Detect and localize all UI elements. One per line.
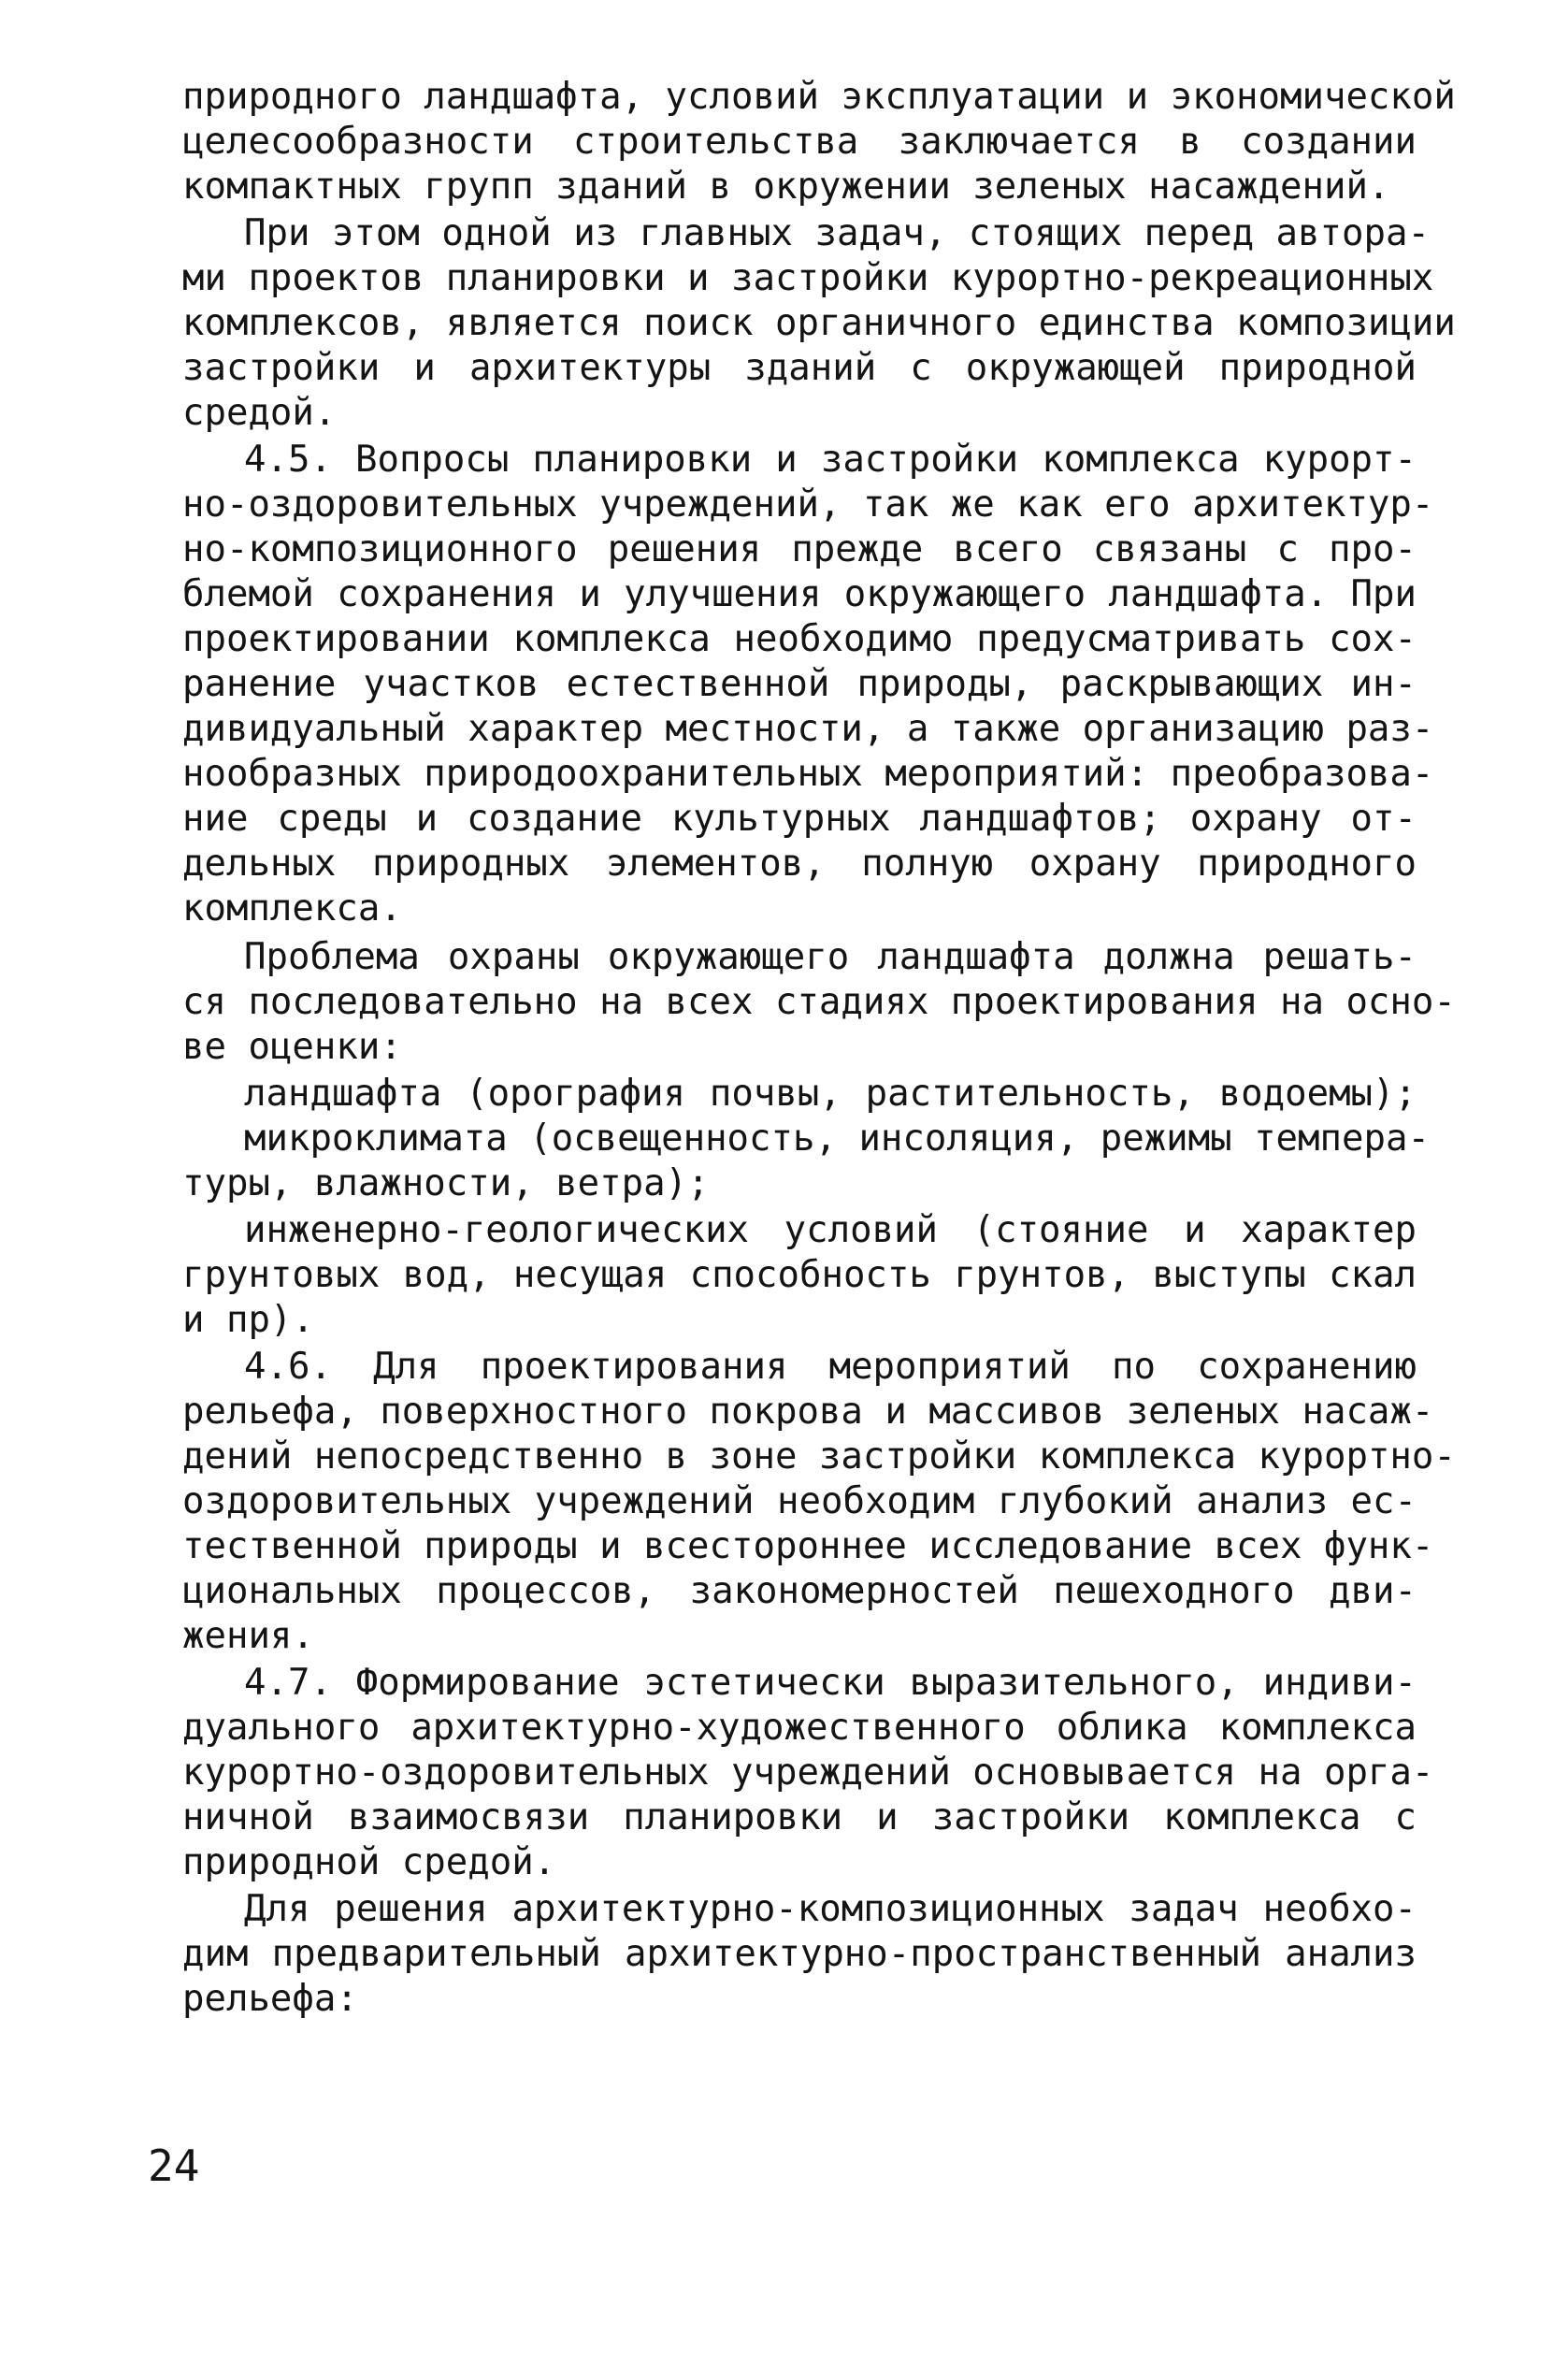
text-line: ничной взаимосвязи планировки и застройки комплекса с: [182, 1796, 1417, 1838]
text-line: но-оздоровительных учреждений, так же как его архитектур-: [182, 483, 1434, 526]
text-line: циональных процессов, закономерностей пешеходного дви-: [182, 1570, 1417, 1612]
text-line: При этом одной из главных задач, стоящих перед автора-: [244, 212, 1430, 254]
text-line: ландшафта (орография почвы, растительность, водоемы);: [244, 1073, 1417, 1115]
text-line: ми проектов планировки и застройки курортно-рекреационных: [182, 257, 1434, 299]
text-line: средой.: [182, 392, 337, 434]
text-line: инженерно-геологических условий (стояние и характер: [244, 1209, 1417, 1251]
text-line: курортно-оздоровительных учреждений основывается на орга-: [182, 1751, 1434, 1794]
text-line: природного ландшафта, условий эксплуатации и экономической: [182, 76, 1456, 118]
text-line: рельефа, поверхностного покрова и массивов зеленых насаж-: [182, 1391, 1434, 1433]
text-line: тественной природы и всестороннее исследование всех функ-: [182, 1525, 1434, 1567]
text-line: туры, влажности, ветра);: [182, 1162, 710, 1204]
text-line: 4.7. Формирование эстетически выразительного, индиви-: [244, 1662, 1417, 1704]
text-line: рельефа:: [182, 1978, 358, 2020]
page-number: 24: [148, 2141, 200, 2191]
text-line: блемой сохранения и улучшения окружающего ландшафта. При: [182, 573, 1417, 615]
text-line: жения.: [182, 1615, 314, 1657]
text-line: компактных групп зданий в окружении зеленых насаждений.: [182, 166, 1390, 208]
text-line: проектировании комплекса необходимо предусматривать сох-: [182, 618, 1417, 660]
text-line: природной средой.: [182, 1841, 556, 1883]
text-line: дим предварительный архитектурно-пространственный анализ: [182, 1933, 1417, 1975]
text-line: Проблема охраны окружающего ландшафта должна решать-: [244, 936, 1417, 978]
text-line: но-композиционного решения прежде всего связаны с про-: [182, 528, 1417, 570]
text-line: ся последовательно на всех стадиях проектирования на осно-: [182, 981, 1456, 1023]
text-line: целесообразности строительства заключается в создании: [182, 121, 1417, 163]
text-line: 4.5. Вопросы планировки и застройки комплекса курорт-: [244, 439, 1417, 481]
text-line: застройки и архитектуры зданий с окружающей природной: [182, 347, 1417, 389]
text-line: и пр).: [182, 1299, 314, 1341]
text-line: нообразных природоохранительных мероприятий: преобразова-: [182, 753, 1434, 795]
text-line: микроклимата (освещенность, инсоляция, режимы темпера-: [244, 1117, 1430, 1160]
text-line: 4.6. Для проектирования мероприятий по сохранению: [244, 1346, 1417, 1388]
text-line: ние среды и создание культурных ландшафтов; охрану от-: [182, 798, 1417, 840]
text-line: ранение участков естественной природы, раскрывающих ин-: [182, 663, 1417, 705]
text-line: оздоровительных учреждений необходим глубокий анализ ес-: [182, 1480, 1417, 1522]
text-line: ве оценки:: [182, 1026, 402, 1068]
text-line: комплекса.: [182, 887, 402, 930]
text-line: дельных природных элементов, полную охрану природного: [182, 843, 1417, 885]
text-line: дений непосредственно в зоне застройки комплекса курортно-: [182, 1435, 1456, 1478]
text-line: грунтовых вод, несущая способность грунтов, выступы скал: [182, 1254, 1417, 1296]
text-line: комплексов, является поиск органичного единства композиции: [182, 302, 1456, 344]
text-line: дивидуальный характер местности, а также организацию раз-: [182, 708, 1434, 750]
text-line: дуального архитектурно-художественного облика комплекса: [182, 1707, 1417, 1749]
text-line: Для решения архитектурно-композиционных задач необхо-: [244, 1888, 1417, 1930]
